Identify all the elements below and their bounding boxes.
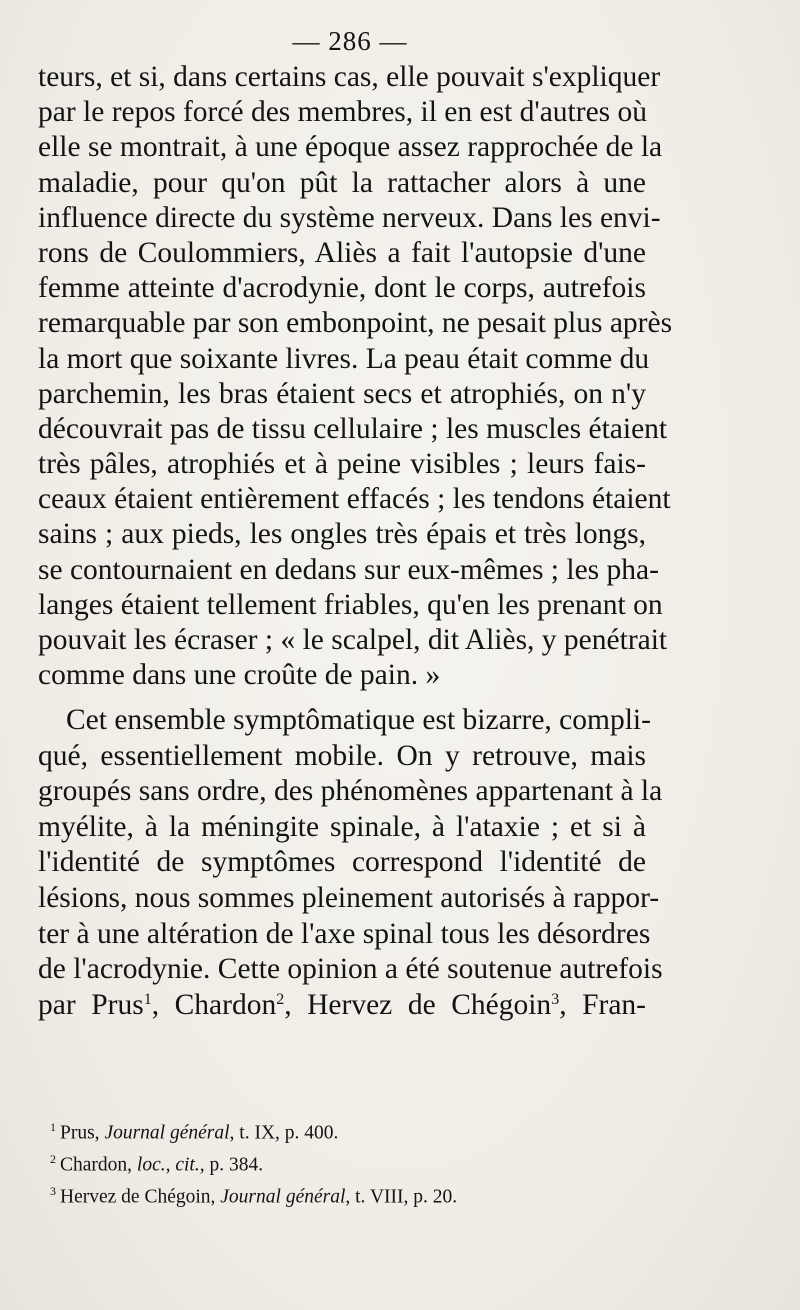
paragraph-2 <box>38 703 663 1023</box>
text-line: qué, essentiellement mobile. On y retrouve, mais <box>38 739 646 772</box>
text-line: influence directe du système nerveux. Dans les envi- <box>38 201 661 234</box>
footnote-text: Hervez de Chégoin, <box>60 1186 221 1208</box>
footnote-ref: 3 <box>551 990 560 1008</box>
text-line: rons de Coulommiers, Aliès a fait l'autopsie d'une <box>38 236 646 269</box>
text-line: remarquable par son embonpoint, ne pesait plus après <box>38 307 673 340</box>
text-line: l'identité de symptômes correspond l'identité de <box>38 846 646 879</box>
text-line: groupés sans ordre, des phénomènes appartenant à la <box>38 775 663 808</box>
text-line: myélite, à la méningite spinale, à l'ataxie ; et si à <box>38 810 646 843</box>
text-line: comme dans une croûte de pain. » <box>38 659 441 692</box>
footnote-text: , p. 384. <box>199 1154 264 1176</box>
page-number: — 286 — <box>292 26 408 56</box>
text-line: se contournaient en dedans sur eux-mêmes ; les pha- <box>38 553 659 586</box>
footnote-title: Journal général <box>104 1122 230 1144</box>
text-fragment: , Fran- <box>559 988 647 1021</box>
text-line: ceaux étaient entièrement effacés ; les tendons étaient <box>38 483 671 516</box>
text-line: parchemin, les bras étaient secs et atrophiés, on n'y <box>38 377 646 410</box>
text-line: maladie, pour qu'on pût la rattacher alors à une <box>38 166 646 199</box>
footnotes <box>50 1111 610 1207</box>
text-line: très pâles, atrophiés et à peine visibles ; leurs fais- <box>38 448 646 481</box>
footnote-ref: 2 <box>276 990 285 1008</box>
text-fragment: , Chardon <box>151 988 277 1021</box>
footnote <box>50 1111 610 1143</box>
text-line: femme atteinte d'acrodynie, dont le corps, autrefois <box>38 272 646 305</box>
text-line: lésions, nous sommes pleinement autorisés à rappor- <box>38 881 660 914</box>
footnote-text: , t. IX, p. 400. <box>229 1122 339 1144</box>
text-line: Cet ensemble symptômatique est bizarre, compli- <box>66 704 651 736</box>
footnote-text: Prus, <box>60 1122 105 1144</box>
footnote <box>50 1143 610 1175</box>
footnote-mark: 3 <box>50 1184 56 1198</box>
text-line: teurs, et si, dans certains cas, elle pouvait s'expliquer <box>38 61 661 93</box>
footnote-ref: 1 <box>143 990 152 1008</box>
text-line: découvrait pas de tissu cellulaire ; les muscles étaient <box>38 412 668 445</box>
footnote <box>50 1175 610 1207</box>
footnote-text: Chardon, <box>60 1154 137 1176</box>
text-line: langes étaient tellement friables, qu'en les prenant on <box>38 588 663 621</box>
text-line: sains ; aux pieds, les ongles très épais et très longs, <box>38 518 646 551</box>
footnote-mark: 1 <box>50 1120 56 1134</box>
text-line: ter à une altération de l'axe spinal tous les désordres <box>38 917 651 950</box>
text-line: la mort que soixante livres. La peau était comme du <box>38 342 650 375</box>
footnote-text: , t. VIII, p. 20. <box>345 1186 458 1208</box>
text-line: de l'acrodynie. Cette opinion a été soutenue autrefois <box>38 953 663 986</box>
paragraph-1 <box>38 60 673 693</box>
text-line: pouvait les écraser ; « le scalpel, dit Aliès, y penétrait <box>38 624 668 656</box>
footnote-title: loc., cit. <box>136 1154 200 1176</box>
footnote-title: Journal général <box>220 1186 346 1208</box>
text-line: elle se montrait, à une époque assez rapprochée de la <box>38 131 663 164</box>
text-fragment: , Hervez de Chégoin <box>284 988 552 1021</box>
footnote-mark: 2 <box>50 1152 56 1166</box>
text-line-with-references <box>38 988 646 1024</box>
text-line: par le repos forcé des membres, il en est d'autres où <box>38 96 648 129</box>
text-fragment: par Prus <box>38 988 144 1021</box>
